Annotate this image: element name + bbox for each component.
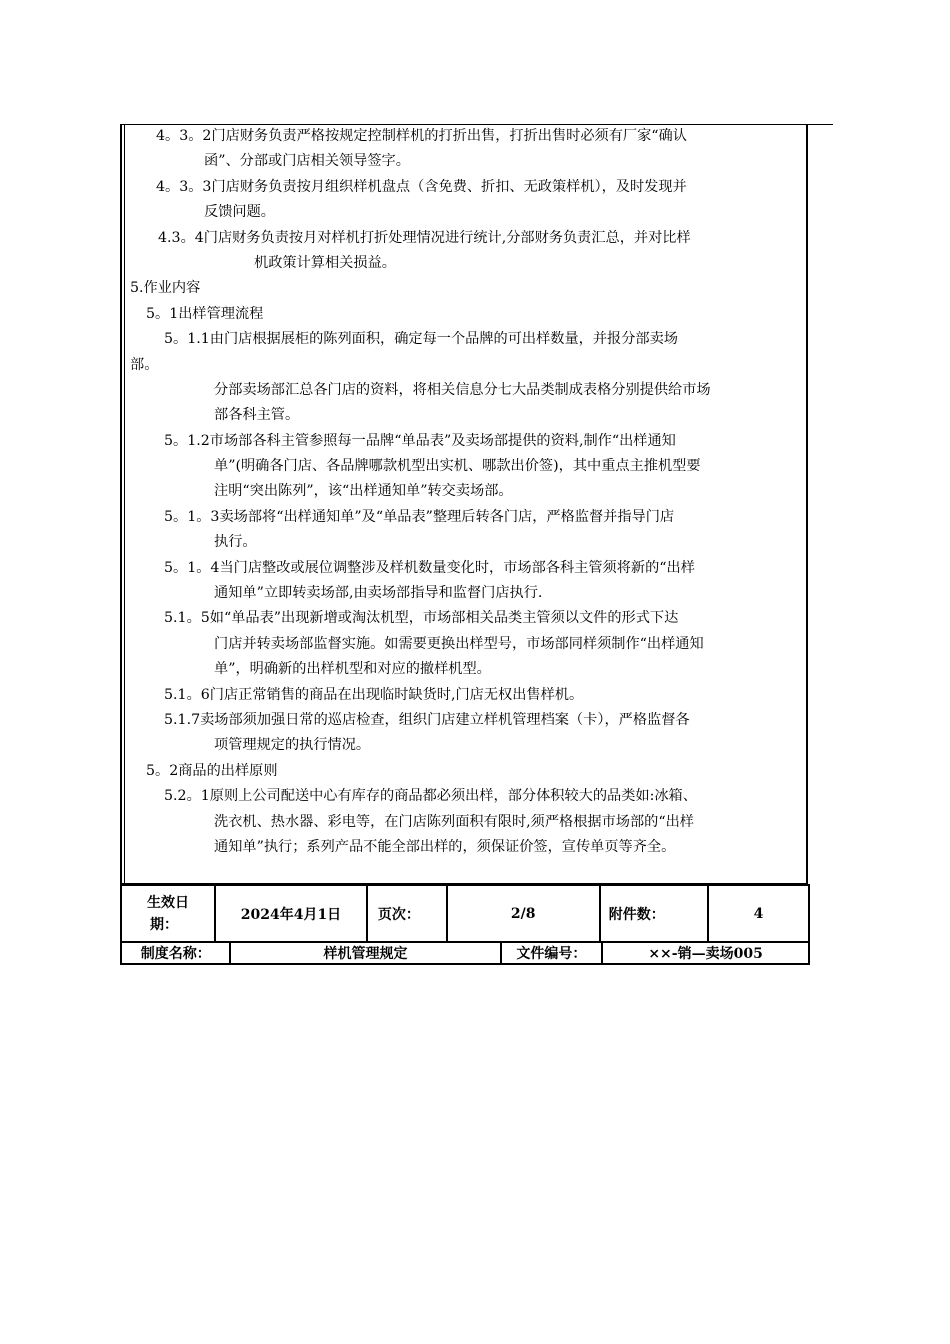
text-line: 通知单”执行；系列产品不能全部出样的，须保证价签，宣传单页等齐全。 (214, 838, 676, 855)
text-line: 注明“突出陈列”，该“出样通知单”转交卖场部。 (214, 483, 513, 500)
text-line: 4。3。2门店财务负责严格按规定控制样机的打折出售，打折出售时必须有厂家“确认 (156, 128, 687, 144)
text-line: 5。1.1由门店根据展柜的陈列面积，确定每一个品牌的可出样数量，并报分部卖场 (164, 331, 678, 348)
paragraph-5-1-7 (128, 708, 804, 759)
policy-name-value: 样机管理规定 (230, 942, 500, 964)
effective-date-label-line2: 期： (150, 916, 178, 933)
footer-info-table (120, 884, 810, 943)
page-value: 2/8 (447, 885, 600, 942)
text-line: 执行。 (214, 534, 257, 551)
text-line: 分部卖场部汇总各门店的资料，将相关信息分七大品类制成表格分别提供给市场 (214, 381, 711, 398)
text-line: 部各科主管。 (214, 407, 300, 424)
footer-policy-table (120, 941, 810, 965)
paragraph-5-1-1-continued (128, 378, 804, 429)
paragraph-4-3-2 (128, 124, 804, 175)
text-line: 5.1。5如“单品表”出现新增或淘汰机型，市场部相关品类主管须以文件的形式下达 (164, 610, 679, 627)
text-line: 5。2商品的出样原则 (146, 762, 278, 779)
effective-date-text: 2024年4月1日 (240, 906, 342, 923)
text-line: 5。1出样管理流程 (146, 305, 264, 322)
paragraph-5-1-1 (128, 327, 804, 378)
text-line: 5.1.7卖场部须加强日常的巡店检查，组织门店建立样机管理档案（卡），严格监督各 (164, 711, 690, 728)
effective-date-value (215, 885, 367, 942)
text-line: 反馈问题。 (204, 204, 275, 221)
text-line: 5。1。3卖场部将“出样通知单”及“单品表”整理后转各门店，严格监督并指导门店 (164, 508, 675, 525)
text-line: 5.2。1原则上公司配送中心有库存的商品都必须出样，部分体积较大的品类如:冰箱、 (164, 788, 697, 805)
subsection-heading-5-1 (128, 302, 804, 327)
text-line: 洗衣机、热水器、彩电等，在门店陈列面积有限时,须严格根据市场部的“出样 (214, 813, 694, 830)
text-line: 部。 (130, 356, 159, 373)
paragraph-4-3-3 (128, 175, 804, 226)
text-line: 单”，明确新的出样机型和对应的撤样机型。 (214, 661, 491, 678)
section-heading-5 (128, 276, 804, 301)
effective-date-label-line1: 生效日 (147, 894, 189, 911)
text-line: 单”(明确各门店、各品牌哪款机型出实机、哪款出价签)，其中重点主推机型要 (214, 458, 701, 475)
header-rule-extension (808, 124, 833, 125)
text-line: 函”、分部或门店相关领导签字。 (204, 153, 410, 170)
paragraph-4-3-4 (128, 226, 804, 277)
document-body (128, 124, 804, 860)
policy-name-label: 制度名称： (121, 942, 230, 964)
text-line: 5。1。4当门店整改或展位调整涉及样机数量变化时，市场部各科主管须将新的“出样 (164, 559, 695, 576)
doc-number-label: 文件编号： (501, 942, 603, 964)
text-line: 通知单”立即转卖场部,由卖场部指导和监督门店执行. (214, 585, 543, 602)
frame-inner-border (124, 124, 125, 884)
paragraph-5-2-1 (128, 784, 804, 860)
text-line: 机政策计算相关损益。 (254, 254, 396, 271)
text-line: 4.3。4门店财务负责按月对样机打折处理情况进行统计,分部财务负责汇总，并对比样 (158, 229, 691, 246)
text-line: 5.1。6门店正常销售的商品在出现临时缺货时,门店无权出售样机。 (164, 686, 584, 703)
text-line: 4。3。3门店财务负责按月组织样机盘点（含免费、折扣、无政策样机），及时发现并 (156, 178, 687, 195)
subsection-heading-5-2 (128, 759, 804, 784)
paragraph-5-1-5 (128, 606, 804, 682)
text-line: 5.作业内容 (130, 280, 201, 297)
text-line: 5。1.2市场部各科主管参照每一品牌“单品表”及卖场部提供的资料,制作“出样通知 (164, 432, 676, 449)
paragraph-5-1-4 (128, 556, 804, 607)
doc-number-value: ××-销—卖场005 (602, 942, 809, 964)
attachments-value: 4 (708, 885, 809, 942)
text-line: 项管理规定的执行情况。 (214, 737, 371, 754)
page-label: 页次： (367, 885, 447, 942)
attachments-label: 附件数： (600, 885, 708, 942)
paragraph-5-1-6 (128, 683, 804, 708)
effective-date-label (121, 885, 215, 942)
text-line: 门店并转卖场部监督实施。如需要更换出样型号，市场部同样须制作“出样通知 (214, 635, 704, 652)
paragraph-5-1-2 (128, 429, 804, 505)
paragraph-5-1-3 (128, 505, 804, 556)
